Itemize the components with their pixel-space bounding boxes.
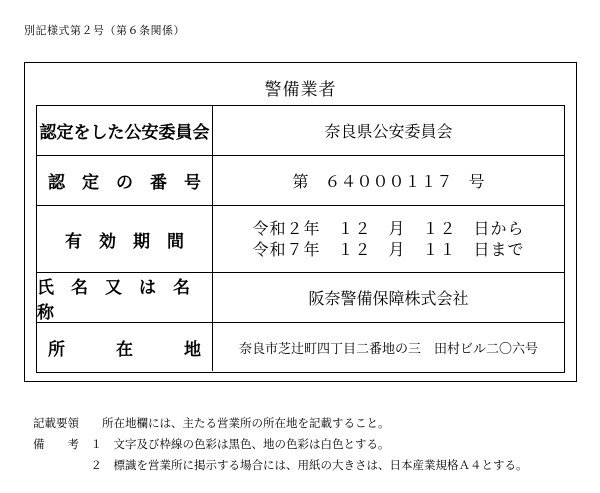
row-label-commission: 認定をした公安委員会 [37,106,213,155]
note-line: 記載要領 所在地欄には、主たる営業所の所在地を記載すること。 [33,416,390,430]
table-row [37,155,564,205]
row-value-cert-number: 第 ６４０００１１７ 号 [292,172,485,191]
note-line: 備 考 １ 文字及び枠線の色彩は黒色、地の色彩は白色とする。 [33,437,390,451]
notes-section [33,413,528,476]
row-value-validity [213,206,564,272]
row-value-address: 奈良市芝辻町四丁目二番地の三 田村ビル二〇六号 [238,341,538,357]
validity-start: 令和２年 １２ 月 １２ 日から [252,219,525,238]
row-label-name: 氏 名 又 は 名 称 [37,273,213,322]
row-value-name: 阪奈警備保障株式会社 [308,289,469,308]
table-row [37,106,564,155]
row-label-validity: 有 効 期 間 [37,206,213,272]
info-table [36,105,565,373]
table-row [37,205,564,272]
row-label-address: 所 在 地 [37,323,213,371]
sign-title: 警備業者 [264,80,337,100]
validity-end: 令和７年 １２ 月 １１ 日まで [252,240,525,259]
note-line: ２ 標識を営業所に掲示する場合には、用紙の大きさは、日本産業規格Ａ４とする。 [33,458,528,472]
form-number-note: 別記様式第２号（第６条関係） [24,24,185,37]
row-label-cert-number: 認 定 の 番 号 [37,156,213,205]
table-row [37,272,564,322]
row-value-commission: 奈良県公安委員会 [324,122,453,141]
table-row [37,322,564,371]
